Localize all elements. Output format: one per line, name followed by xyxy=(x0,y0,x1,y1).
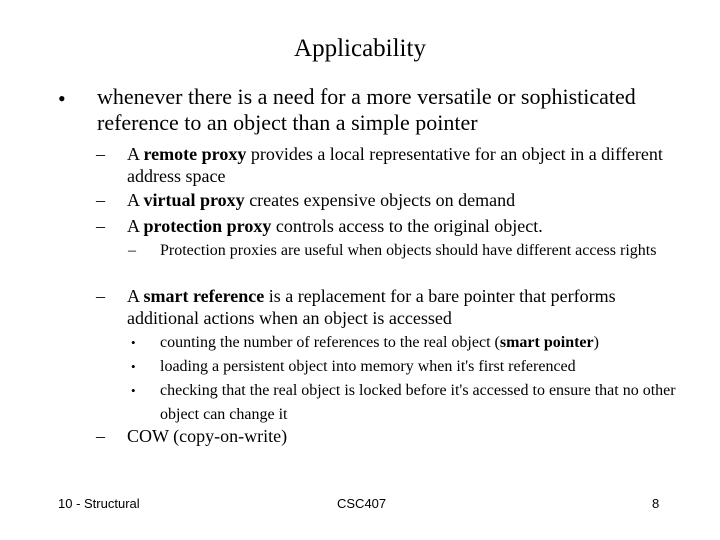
smart-item-marker: • xyxy=(131,359,136,374)
slide-title: Applicability xyxy=(294,35,426,62)
note-marker: – xyxy=(128,242,136,259)
smart-item-marker: • xyxy=(131,335,136,350)
footer-section: 10 - Structural xyxy=(58,496,140,511)
term-virtual-proxy: virtual proxy xyxy=(143,190,245,210)
page-number: 8 xyxy=(652,496,660,511)
term-protection-proxy: protection proxy xyxy=(143,216,272,236)
main-bullet-marker: • xyxy=(58,86,66,111)
footer-course: CSC407 xyxy=(337,496,387,511)
protection-note-text: Protection proxies are useful when objects should have different access rights xyxy=(160,242,657,259)
sub-item-marker: – xyxy=(96,216,105,236)
smart-item-checking: checking that the real object is locked before it's accessed to ensure that no other object can change it xyxy=(160,382,676,423)
smart-item-loading: loading a persistent object into memory when it's first referenced xyxy=(160,358,576,375)
term-smart-reference: smart reference xyxy=(143,286,265,306)
sub-item-protection-proxy: A protection proxy controls access to the original object. xyxy=(127,216,543,236)
sub-item-virtual-proxy: A virtual proxy creates expensive objects on demand xyxy=(127,190,516,210)
smart-item-counting: counting the number of references to the real object (smart pointer) xyxy=(160,334,599,351)
sub-item-marker: – xyxy=(96,144,105,164)
sub-item-marker: – xyxy=(96,190,105,210)
sub-item-smart-reference: A smart reference is a replacement for a bare pointer that performs additional actions when an object is accessed xyxy=(127,286,616,328)
main-bullet-text: whenever there is a need for a more versatile or sophisticated reference to an object than a simple pointer xyxy=(97,84,636,135)
sub-item-cow: COW (copy-on-write) xyxy=(127,426,288,446)
term-remote-proxy: remote proxy xyxy=(143,144,247,164)
sub-item-remote-proxy: A remote proxy provides a local representative for an object in a different address space xyxy=(127,144,663,186)
smart-item-marker: • xyxy=(131,383,136,398)
sub-item-marker: – xyxy=(96,286,105,306)
term-smart-pointer: smart pointer xyxy=(499,334,594,351)
sub-item-marker: – xyxy=(96,426,105,446)
